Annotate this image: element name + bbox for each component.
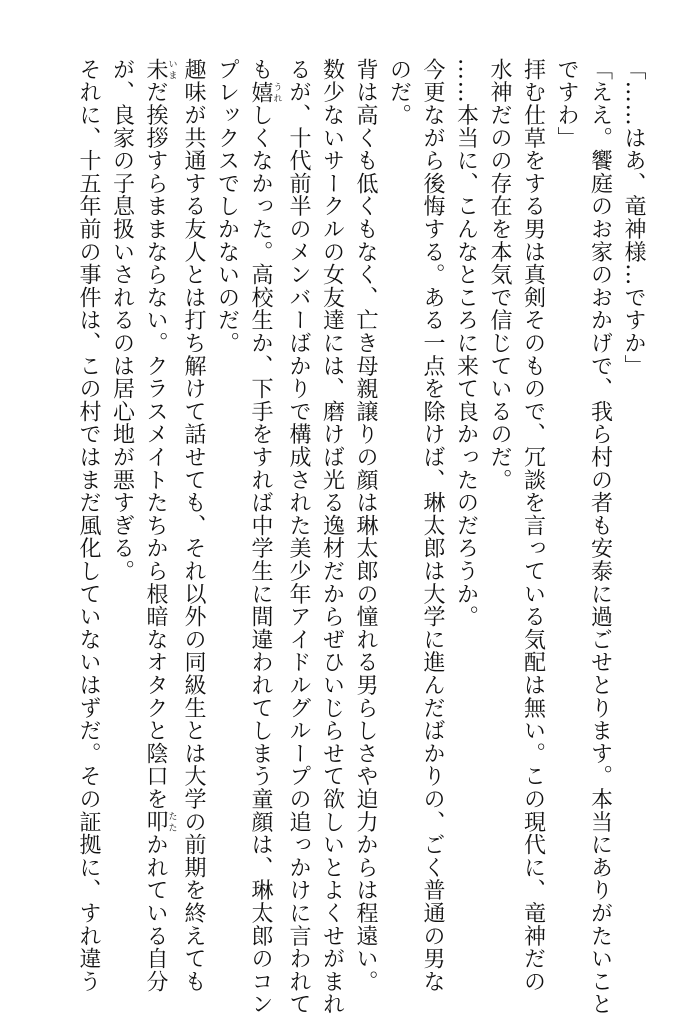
line-tail: かれている自分 (143, 833, 168, 993)
text-line: 趣味が共通する友人とは打ち解けて話せても、それ以外の同級生とは大学の前期を終えても (181, 58, 206, 993)
text-line: ……本当に、こんなところに来て良かったのだろうか。 (453, 58, 479, 628)
text-line: 数少ないサークルの女友達には、磨けば光る逸材だからぜひいじらせて欲しいとよくせがまれ (319, 58, 345, 1016)
text-line: 今更ながら後悔する。ある一点を除けば、琳太郎は大学に進んだばかりの、ごく普通の男な (420, 58, 445, 993)
text-line: が、良家の子息扱いされるのは居心地が悪すぎる。 (109, 58, 135, 583)
vertical-text-block (72, 58, 651, 1016)
text-line-with-ruby (139, 58, 177, 993)
text-line: のだ。 (386, 58, 412, 127)
text-line: 「……はあ、竜神様…ですか」 (621, 58, 646, 378)
line-tail: しくなかった。高校生か、下手をすれば中学生に間違われてしまう童顔は、琳太郎のコン (248, 103, 273, 1016)
text-line: 背は高くも低くもなく、亡き母親譲りの顔は琳太郎の憧れる男らしさや迫力からは程遠い。 (353, 58, 378, 993)
text-line: 水神だのの存在を本気で信じているのだ。 (487, 58, 512, 492)
ruby-ureshi: 嬉うれ (248, 80, 282, 104)
text-line: 「ええ。饗庭のお家のおかげで、我ら村の者も安泰に過ごせとります。本当にありがたいこと (587, 58, 613, 1016)
text-line: 拝む仕草をする男は真剣そのもので、冗談を言っている気配は無い。この現代に、竜神だの (520, 58, 546, 993)
text-line: るが、十代前半のメンバーばかりで構成された美少年アイドルグループの追っかけに言われて (286, 58, 311, 1016)
text-line: ですわ」 (554, 58, 579, 150)
ruby-tatakare: 叩たた (143, 810, 177, 834)
text-line: それに、十五年前の事件は、この村ではまだ風化していないはずだ。その証拠に、すれ違う (76, 58, 101, 993)
ruby-mada: 未いま (143, 58, 177, 81)
line-head: も (248, 58, 273, 81)
line-mid: だ挨拶すらままならない。クラスメイトたちから根暗なオタクと陰口を (143, 80, 168, 811)
text-line-with-ruby (244, 58, 282, 1016)
text-line: プレックスでしかないのだ。 (214, 58, 240, 355)
